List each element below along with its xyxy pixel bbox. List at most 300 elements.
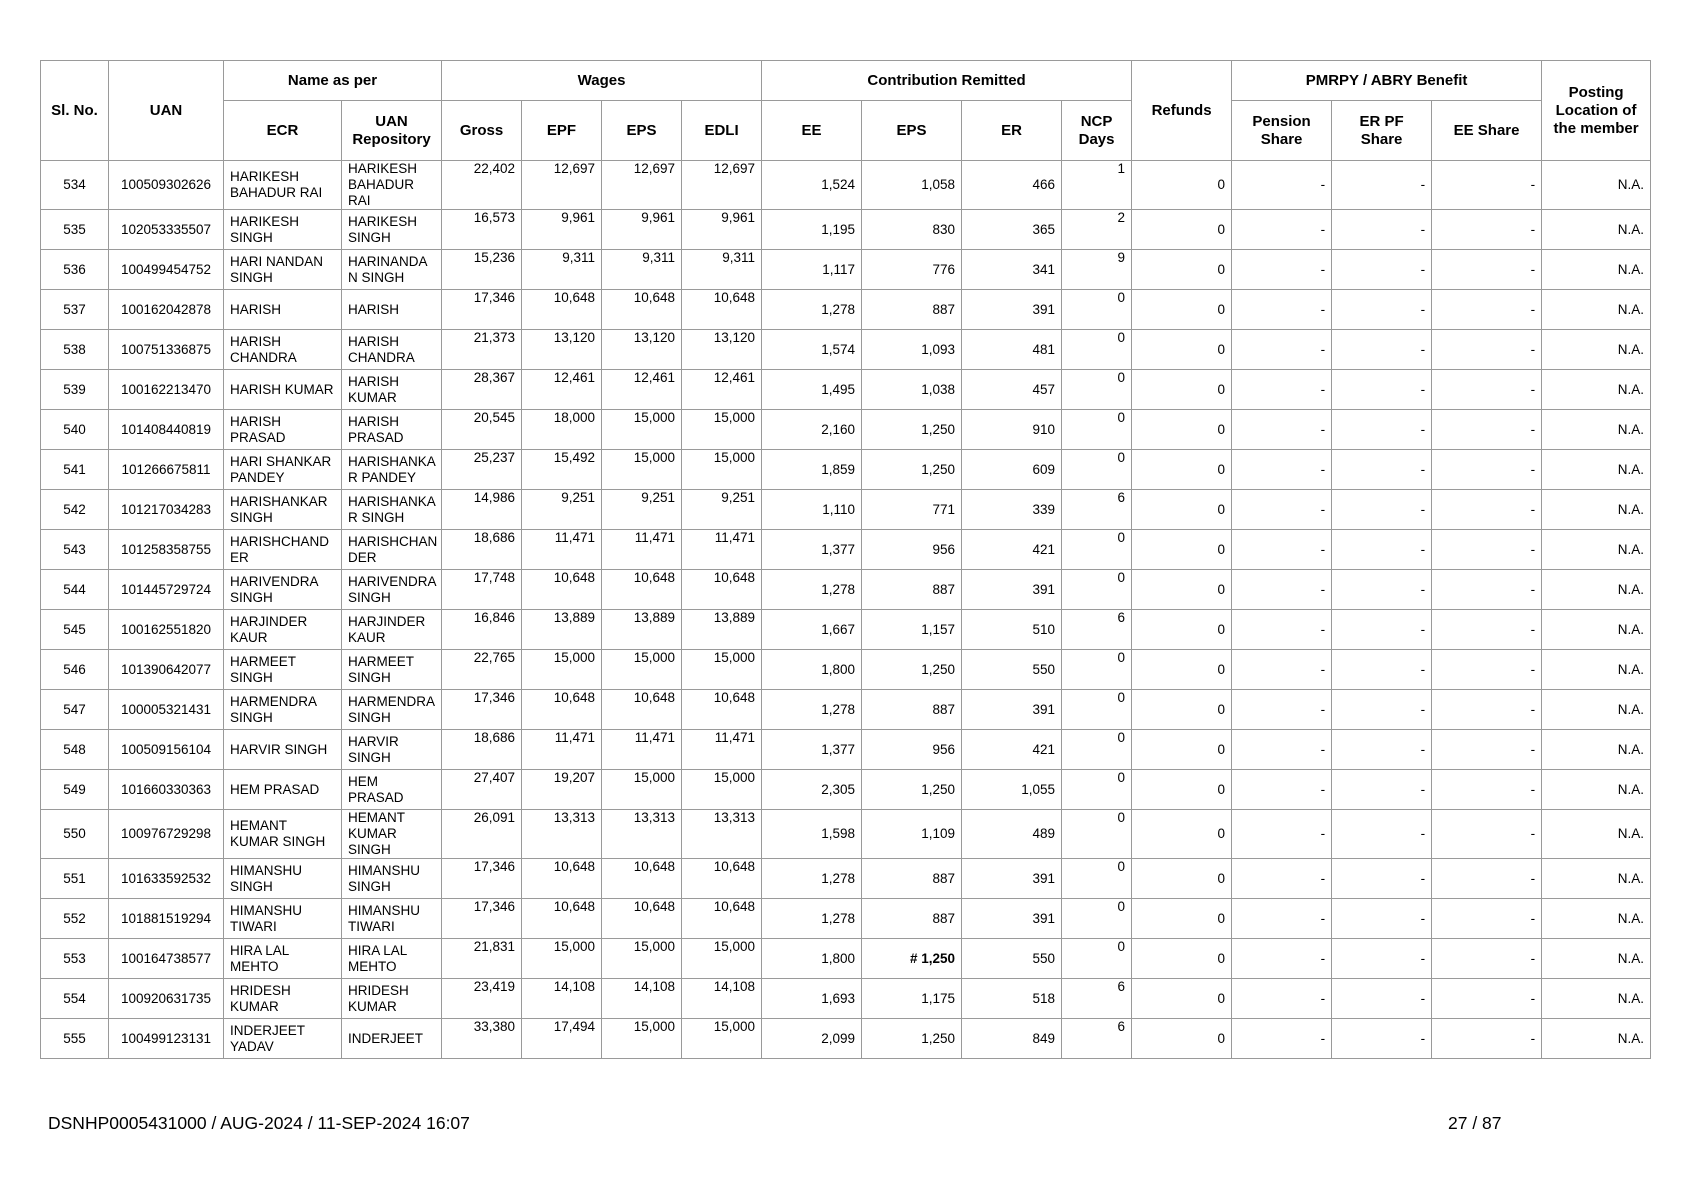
cell-sl-no: 547 [41,690,109,730]
cell-refunds: 0 [1132,490,1232,530]
cell-ncp-days: 6 [1062,490,1132,530]
cell-repository-name: HARJINDER KAUR [342,610,442,650]
cell-ee: 1,377 [762,730,862,770]
cell-ee-share: - [1432,161,1542,210]
cell-refunds: 0 [1132,979,1232,1019]
table-header [41,61,1651,161]
cell-er-pf-share: - [1332,810,1432,859]
cell-ee-share: - [1432,570,1542,610]
cell-ee-share: - [1432,530,1542,570]
cell-contribution-eps: 1,250 [862,410,962,450]
cell-er: 421 [962,730,1062,770]
cell-epf: 15,000 [522,650,602,690]
cell-edli: 10,648 [682,899,762,939]
cell-uan: 102053335507 [109,210,224,250]
cell-sl-no: 541 [41,450,109,490]
cell-eps: 10,648 [602,290,682,330]
cell-sl-no: 555 [41,1019,109,1059]
cell-eps: 15,000 [602,650,682,690]
cell-ee-share: - [1432,210,1542,250]
cell-uan: 101633592532 [109,859,224,899]
col-posting-location: Posting Location of the member [1542,61,1651,161]
table-row [41,250,1651,290]
cell-ee-share: - [1432,979,1542,1019]
cell-pension-share: - [1232,370,1332,410]
cell-er-pf-share: - [1332,690,1432,730]
cell-er-pf-share: - [1332,330,1432,370]
cell-repository-name: HARISHANKA R SINGH [342,490,442,530]
cell-ee: 1,495 [762,370,862,410]
cell-er: 391 [962,290,1062,330]
cell-posting-location: N.A. [1542,410,1651,450]
cell-repository-name: HRIDESH KUMAR [342,979,442,1019]
cell-uan: 100162551820 [109,610,224,650]
cell-er-pf-share: - [1332,290,1432,330]
cell-ncp-days: 0 [1062,939,1132,979]
cell-gross: 17,346 [442,690,522,730]
cell-pension-share: - [1232,610,1332,650]
cell-uan: 100164738577 [109,939,224,979]
cell-eps: 13,120 [602,330,682,370]
cell-refunds: 0 [1132,859,1232,899]
cell-er: 1,055 [962,770,1062,810]
cell-er: 341 [962,250,1062,290]
cell-ncp-days: 0 [1062,730,1132,770]
cell-pension-share: - [1232,330,1332,370]
cell-er: 481 [962,330,1062,370]
col-er-pf-share: ER PF Share [1332,101,1432,161]
cell-sl-no: 536 [41,250,109,290]
cell-posting-location: N.A. [1542,810,1651,859]
cell-ncp-days: 0 [1062,450,1132,490]
cell-sl-no: 534 [41,161,109,210]
table-row [41,570,1651,610]
cell-contribution-eps: 1,250 [862,1019,962,1059]
cell-edli: 9,961 [682,210,762,250]
cell-ecr-name: HARJINDER KAUR [224,610,342,650]
cell-ecr-name: HARIVENDRA SINGH [224,570,342,610]
cell-gross: 17,346 [442,290,522,330]
cell-gross: 16,846 [442,610,522,650]
cell-ee: 1,278 [762,290,862,330]
cell-edli: 9,251 [682,490,762,530]
cell-ncp-days: 0 [1062,290,1132,330]
cell-contribution-eps: 1,109 [862,810,962,859]
col-epf: EPF [522,101,602,161]
cell-eps: 9,251 [602,490,682,530]
cell-epf: 13,889 [522,610,602,650]
cell-sl-no: 546 [41,650,109,690]
cell-posting-location: N.A. [1542,650,1651,690]
cell-pension-share: - [1232,1019,1332,1059]
cell-contribution-eps: 1,038 [862,370,962,410]
cell-posting-location: N.A. [1542,330,1651,370]
cell-ecr-name: HARMEET SINGH [224,650,342,690]
cell-ncp-days: 6 [1062,979,1132,1019]
cell-pension-share: - [1232,939,1332,979]
cell-posting-location: N.A. [1542,250,1651,290]
cell-contribution-eps: 1,093 [862,330,962,370]
cell-gross: 23,419 [442,979,522,1019]
cell-uan: 100005321431 [109,690,224,730]
cell-er: 510 [962,610,1062,650]
cell-er-pf-share: - [1332,450,1432,490]
cell-refunds: 0 [1132,770,1232,810]
cell-ncp-days: 6 [1062,1019,1132,1059]
cell-repository-name: HIMANSHU TIWARI [342,899,442,939]
cell-er: 550 [962,939,1062,979]
table-row [41,370,1651,410]
cell-ncp-days: 6 [1062,610,1132,650]
cell-uan: 100751336875 [109,330,224,370]
cell-ncp-days: 1 [1062,161,1132,210]
cell-er-pf-share: - [1332,859,1432,899]
cell-repository-name: HARIKESH BAHADUR RAI [342,161,442,210]
cell-er-pf-share: - [1332,1019,1432,1059]
cell-repository-name: HARMENDRA SINGH [342,690,442,730]
cell-sl-no: 552 [41,899,109,939]
cell-uan: 100499123131 [109,1019,224,1059]
cell-epf: 10,648 [522,290,602,330]
cell-er-pf-share: - [1332,650,1432,690]
cell-contribution-eps: 1,250 [862,770,962,810]
cell-gross: 18,686 [442,730,522,770]
cell-uan: 101881519294 [109,899,224,939]
cell-edli: 10,648 [682,570,762,610]
cell-posting-location: N.A. [1542,859,1651,899]
footer-page-number: 27 / 87 [1448,1113,1502,1133]
cell-er: 391 [962,899,1062,939]
cell-edli: 9,311 [682,250,762,290]
cell-er: 466 [962,161,1062,210]
table-row [41,859,1651,899]
cell-ee: 1,524 [762,161,862,210]
cell-repository-name: HIRA LAL MEHTO [342,939,442,979]
cell-ee-share: - [1432,939,1542,979]
cell-ncp-days: 0 [1062,410,1132,450]
cell-pension-share: - [1232,730,1332,770]
cell-sl-no: 543 [41,530,109,570]
cell-pension-share: - [1232,570,1332,610]
cell-edli: 12,461 [682,370,762,410]
cell-sl-no: 548 [41,730,109,770]
cell-ee: 1,278 [762,859,862,899]
cell-posting-location: N.A. [1542,290,1651,330]
cell-pension-share: - [1232,650,1332,690]
cell-repository-name: INDERJEET [342,1019,442,1059]
cell-refunds: 0 [1132,730,1232,770]
cell-uan: 100162042878 [109,290,224,330]
table-row [41,650,1651,690]
cell-epf: 12,697 [522,161,602,210]
cell-posting-location: N.A. [1542,979,1651,1019]
col-gross: Gross [442,101,522,161]
cell-ecr-name: HARISH PRASAD [224,410,342,450]
cell-ncp-days: 0 [1062,899,1132,939]
cell-edli: 15,000 [682,410,762,450]
cell-ee: 1,278 [762,570,862,610]
table-row [41,450,1651,490]
cell-er: 421 [962,530,1062,570]
cell-ncp-days: 2 [1062,210,1132,250]
cell-ecr-name: HEMANT KUMAR SINGH [224,810,342,859]
cell-ee: 1,110 [762,490,862,530]
cell-sl-no: 542 [41,490,109,530]
cell-er: 518 [962,979,1062,1019]
col-er: ER [962,101,1062,161]
cell-pension-share: - [1232,410,1332,450]
cell-er: 391 [962,690,1062,730]
table-row [41,210,1651,250]
cell-gross: 16,573 [442,210,522,250]
table-row [41,161,1651,210]
cell-sl-no: 551 [41,859,109,899]
cell-ncp-days: 9 [1062,250,1132,290]
cell-uan: 101217034283 [109,490,224,530]
col-ecr: ECR [224,101,342,161]
cell-ee-share: - [1432,410,1542,450]
cell-ee-share: - [1432,899,1542,939]
cell-ecr-name: HARISH KUMAR [224,370,342,410]
cell-sl-no: 535 [41,210,109,250]
cell-posting-location: N.A. [1542,530,1651,570]
table-row [41,410,1651,450]
table-row [41,690,1651,730]
cell-ee-share: - [1432,330,1542,370]
cell-edli: 11,471 [682,730,762,770]
cell-contribution-eps: 1,175 [862,979,962,1019]
cell-epf: 9,251 [522,490,602,530]
cell-er: 391 [962,859,1062,899]
cell-ncp-days: 0 [1062,330,1132,370]
cell-uan: 100162213470 [109,370,224,410]
cell-refunds: 0 [1132,210,1232,250]
cell-posting-location: N.A. [1542,490,1651,530]
cell-uan: 101266675811 [109,450,224,490]
cell-posting-location: N.A. [1542,939,1651,979]
cell-ee: 1,195 [762,210,862,250]
cell-epf: 13,120 [522,330,602,370]
cell-contribution-eps: 830 [862,210,962,250]
cell-edli: 13,889 [682,610,762,650]
cell-ee: 1,693 [762,979,862,1019]
cell-eps: 15,000 [602,939,682,979]
cell-uan: 100976729298 [109,810,224,859]
cell-refunds: 0 [1132,650,1232,690]
group-contribution-remitted: Contribution Remitted [762,61,1132,101]
cell-ee-share: - [1432,1019,1542,1059]
cell-er: 550 [962,650,1062,690]
cell-er: 391 [962,570,1062,610]
table-body [41,161,1651,1059]
table-row [41,899,1651,939]
cell-epf: 14,108 [522,979,602,1019]
cell-refunds: 0 [1132,161,1232,210]
cell-eps: 15,000 [602,770,682,810]
cell-gross: 28,367 [442,370,522,410]
cell-eps: 15,000 [602,410,682,450]
table-row [41,939,1651,979]
cell-eps: 12,461 [602,370,682,410]
cell-repository-name: HARVIR SINGH [342,730,442,770]
cell-contribution-eps: 887 [862,570,962,610]
cell-refunds: 0 [1132,899,1232,939]
cell-ee: 1,859 [762,450,862,490]
cell-posting-location: N.A. [1542,1019,1651,1059]
cell-gross: 26,091 [442,810,522,859]
cell-er-pf-share: - [1332,370,1432,410]
cell-eps: 13,313 [602,810,682,859]
cell-contribution-eps: 776 [862,250,962,290]
cell-epf: 10,648 [522,899,602,939]
cell-refunds: 0 [1132,610,1232,650]
cell-posting-location: N.A. [1542,610,1651,650]
cell-refunds: 0 [1132,250,1232,290]
cell-er: 339 [962,490,1062,530]
col-uan-repository: UAN Repository [342,101,442,161]
cell-ee-share: - [1432,250,1542,290]
cell-er-pf-share: - [1332,939,1432,979]
cell-ee: 1,278 [762,899,862,939]
cell-ecr-name: HIMANSHU SINGH [224,859,342,899]
cell-ee-share: - [1432,490,1542,530]
cell-er-pf-share: - [1332,899,1432,939]
cell-uan: 101408440819 [109,410,224,450]
cell-er-pf-share: - [1332,610,1432,650]
cell-refunds: 0 [1132,939,1232,979]
cell-posting-location: N.A. [1542,570,1651,610]
cell-pension-share: - [1232,450,1332,490]
cell-ee: 2,160 [762,410,862,450]
cell-ncp-days: 0 [1062,859,1132,899]
cell-edli: 10,648 [682,690,762,730]
cell-repository-name: HARIKESH SINGH [342,210,442,250]
cell-edli: 13,313 [682,810,762,859]
group-wages: Wages [442,61,762,101]
table-row [41,330,1651,370]
cell-uan: 101660330363 [109,770,224,810]
col-sl-no: Sl. No. [41,61,109,161]
cell-gross: 17,748 [442,570,522,610]
cell-ecr-name: HARISHANKAR SINGH [224,490,342,530]
cell-ee-share: - [1432,730,1542,770]
cell-gross: 25,237 [442,450,522,490]
cell-eps: 10,648 [602,690,682,730]
col-ncp-days: NCP Days [1062,101,1132,161]
cell-edli: 15,000 [682,770,762,810]
group-name-as-per: Name as per [224,61,442,101]
cell-edli: 11,471 [682,530,762,570]
cell-epf: 11,471 [522,730,602,770]
cell-ee-share: - [1432,370,1542,410]
cell-ee-share: - [1432,859,1542,899]
cell-gross: 22,402 [442,161,522,210]
cell-edli: 15,000 [682,650,762,690]
cell-ee-share: - [1432,810,1542,859]
cell-sl-no: 537 [41,290,109,330]
cell-repository-name: HEMANT KUMAR SINGH [342,810,442,859]
col-eps: EPS [602,101,682,161]
cell-ee: 1,574 [762,330,862,370]
cell-ecr-name: HEM PRASAD [224,770,342,810]
cell-er-pf-share: - [1332,210,1432,250]
cell-ee: 1,800 [762,650,862,690]
cell-posting-location: N.A. [1542,730,1651,770]
cell-gross: 21,373 [442,330,522,370]
cell-refunds: 0 [1132,570,1232,610]
cell-er: 609 [962,450,1062,490]
cell-uan: 101258358755 [109,530,224,570]
cell-ee: 2,099 [762,1019,862,1059]
cell-er-pf-share: - [1332,979,1432,1019]
cell-pension-share: - [1232,859,1332,899]
cell-er: 849 [962,1019,1062,1059]
cell-repository-name: HEM PRASAD [342,770,442,810]
cell-ncp-days: 0 [1062,690,1132,730]
cell-uan: 100920631735 [109,979,224,1019]
cell-gross: 17,346 [442,899,522,939]
cell-eps: 9,961 [602,210,682,250]
cell-er-pf-share: - [1332,530,1432,570]
cell-ecr-name: HARISHCHAND ER [224,530,342,570]
cell-er: 457 [962,370,1062,410]
cell-refunds: 0 [1132,450,1232,490]
cell-pension-share: - [1232,770,1332,810]
cell-uan: 100509302626 [109,161,224,210]
cell-pension-share: - [1232,899,1332,939]
cell-gross: 18,686 [442,530,522,570]
cell-contribution-eps: 1,250 [862,450,962,490]
cell-ee: 1,598 [762,810,862,859]
cell-posting-location: N.A. [1542,161,1651,210]
cell-epf: 13,313 [522,810,602,859]
cell-er: 489 [962,810,1062,859]
cell-gross: 14,986 [442,490,522,530]
cell-epf: 10,648 [522,859,602,899]
cell-refunds: 0 [1132,530,1232,570]
cell-repository-name: HIMANSHU SINGH [342,859,442,899]
cell-epf: 9,961 [522,210,602,250]
cell-edli: 15,000 [682,450,762,490]
cell-eps: 10,648 [602,859,682,899]
cell-ncp-days: 0 [1062,530,1132,570]
col-uan: UAN [109,61,224,161]
cell-pension-share: - [1232,490,1332,530]
cell-repository-name: HARISH KUMAR [342,370,442,410]
cell-gross: 17,346 [442,859,522,899]
table-row [41,770,1651,810]
cell-uan: 101445729724 [109,570,224,610]
cell-ee: 1,117 [762,250,862,290]
cell-edli: 10,648 [682,859,762,899]
cell-ee-share: - [1432,610,1542,650]
cell-er-pf-share: - [1332,570,1432,610]
cell-epf: 9,311 [522,250,602,290]
cell-repository-name: HARMEET SINGH [342,650,442,690]
cell-posting-location: N.A. [1542,690,1651,730]
cell-pension-share: - [1232,210,1332,250]
footer-report-id: DSNHP0005431000 / AUG-2024 / 11-SEP-2024 16:07 [48,1113,470,1133]
cell-edli: 14,108 [682,979,762,1019]
cell-repository-name: HARISHANKA R PANDEY [342,450,442,490]
cell-epf: 18,000 [522,410,602,450]
cell-er-pf-share: - [1332,161,1432,210]
cell-pension-share: - [1232,530,1332,570]
cell-edli: 15,000 [682,1019,762,1059]
table-row [41,610,1651,650]
cell-contribution-eps: 956 [862,730,962,770]
cell-contribution-eps: 771 [862,490,962,530]
